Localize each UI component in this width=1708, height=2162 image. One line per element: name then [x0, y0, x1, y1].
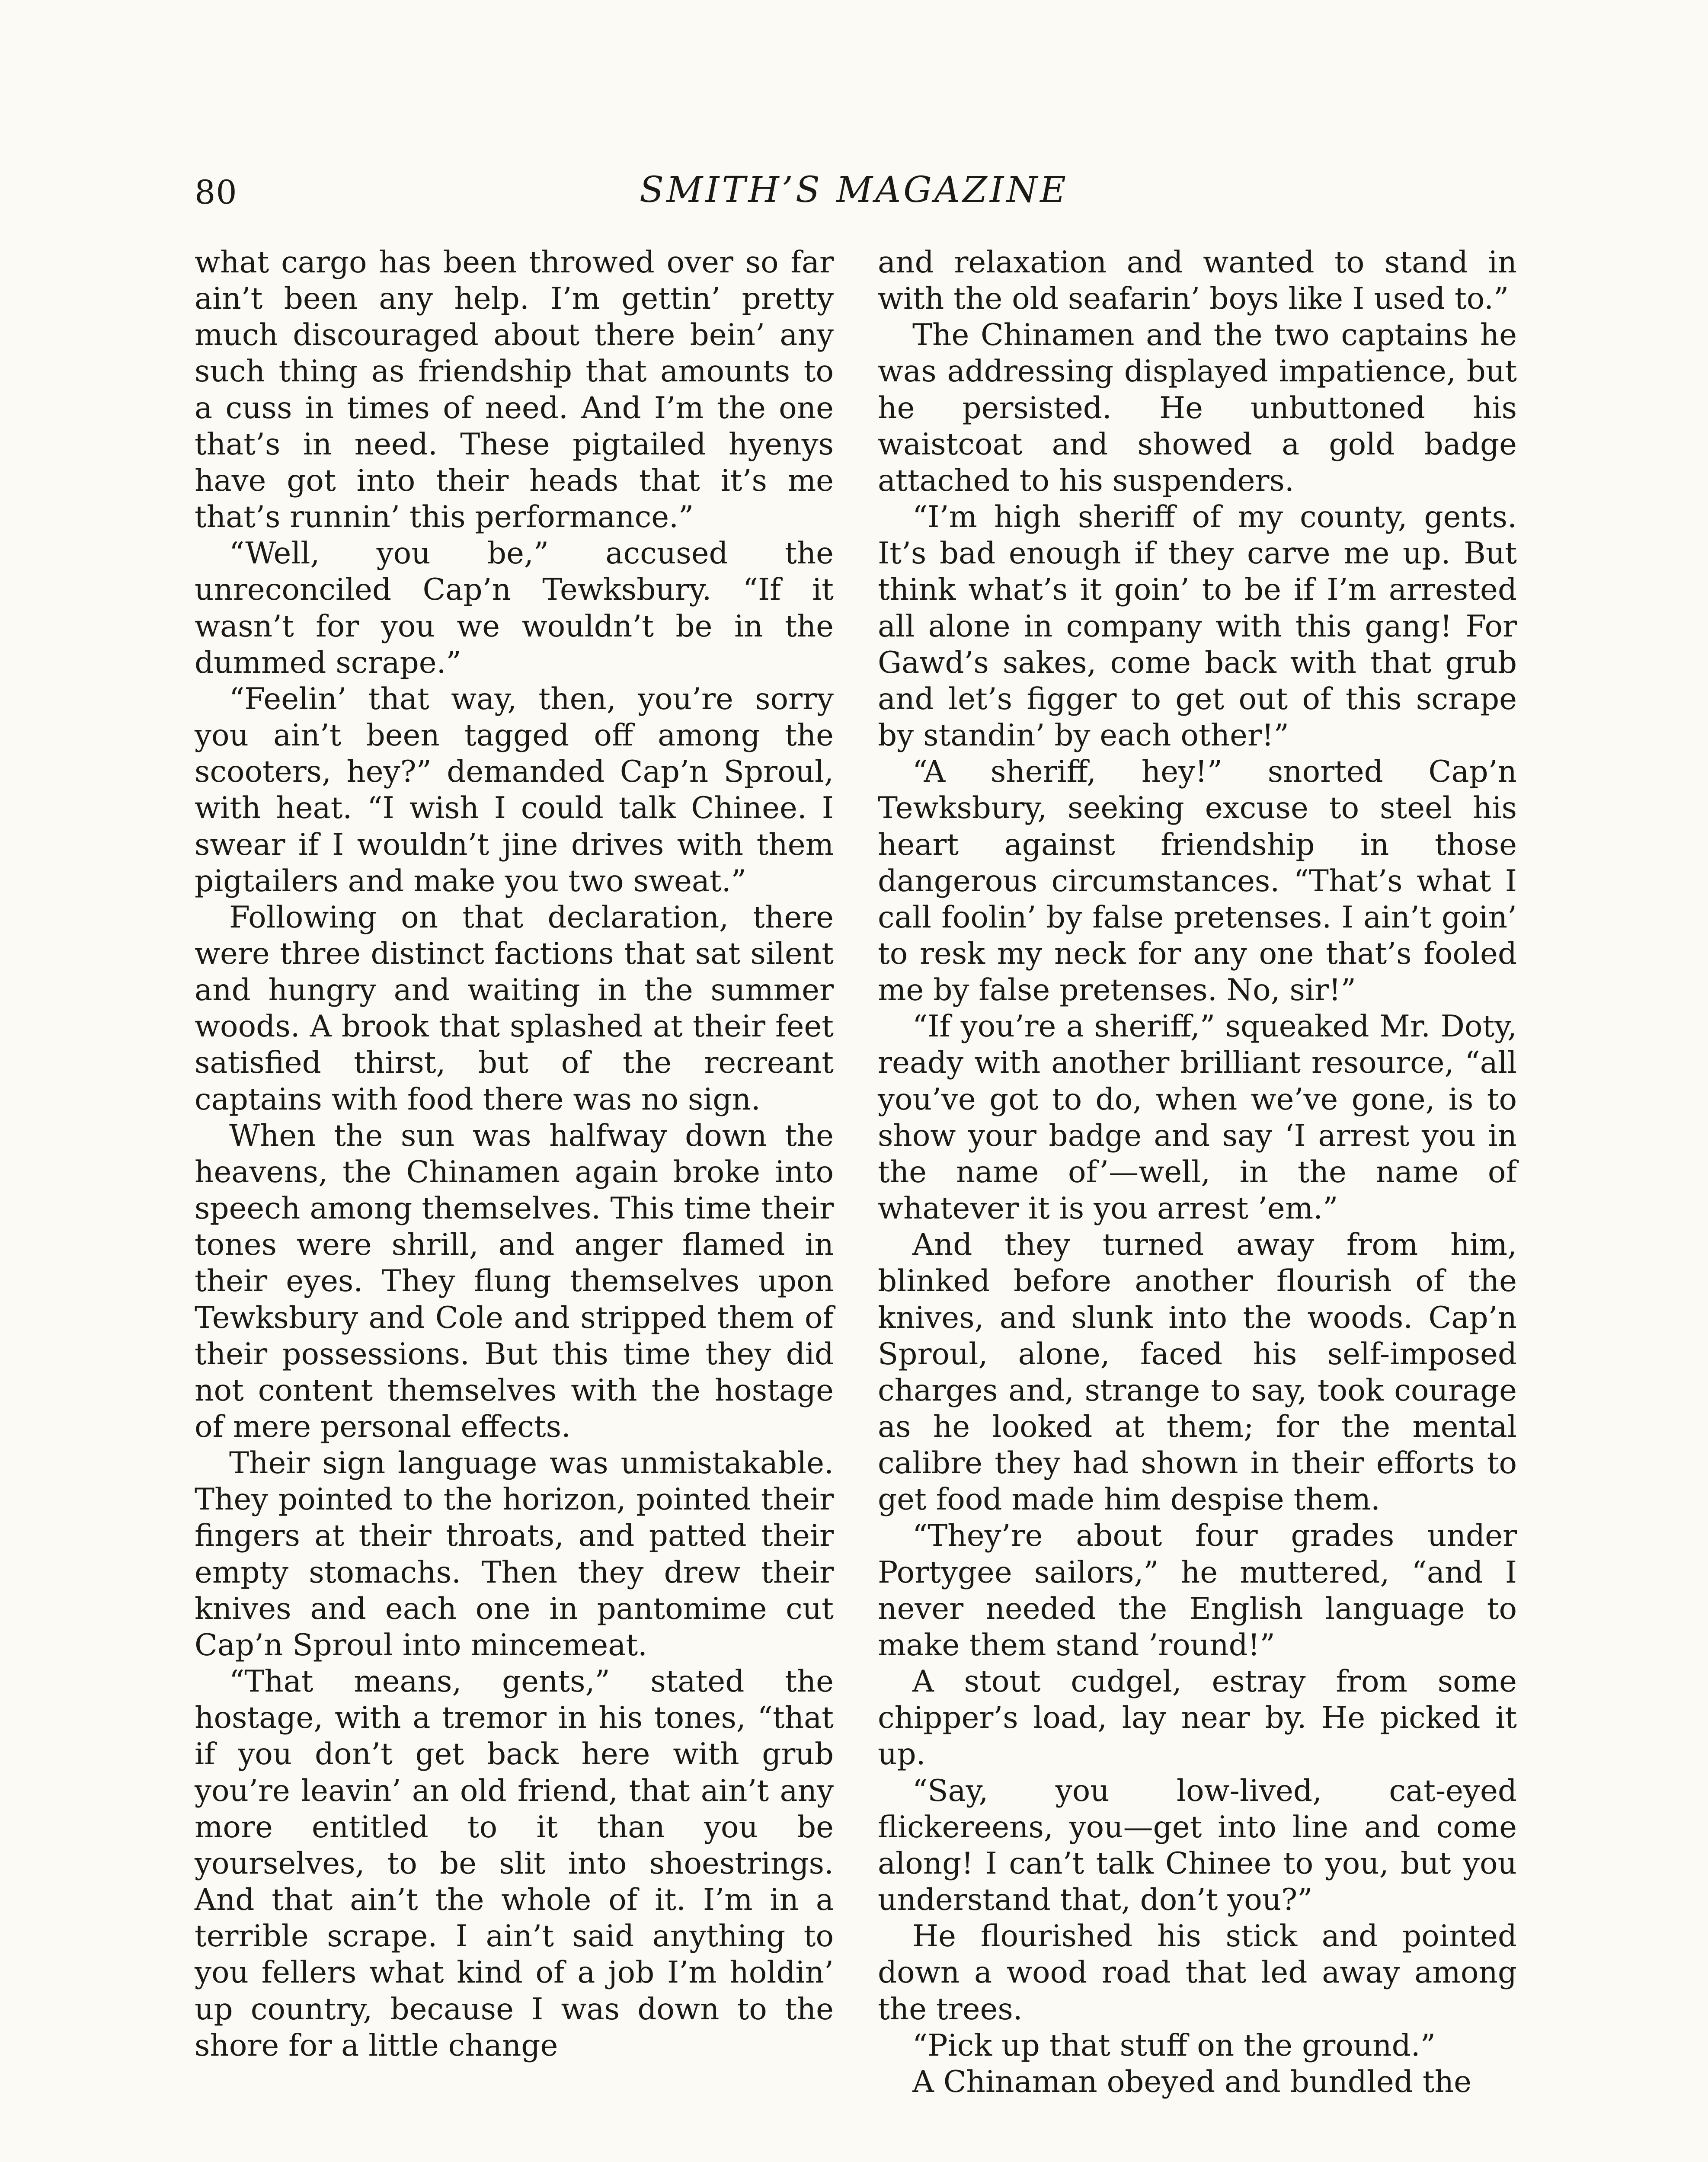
paragraph: He flourished his stick and pointed down a wood road that led away among the trees. [878, 1919, 1517, 2027]
paragraph: A stout cudgel, estray from some chipper’s load, lay near by. He picked it up. [878, 1664, 1517, 1772]
paragraph: The Chinamen and the two captains he was addressing displayed impatience, but he persisted. He unbuttoned his waistcoat and showed a gold badge attached to his suspenders. [878, 318, 1517, 498]
paragraph: “If you’re a sheriff,” squeaked Mr. Doty, ready with another brilliant resource, “all you’ve got to do, when we’ve gone, is to show your badge and say ‘I arrest you in the name of’—well, in the name of whatever it is you arrest ’em.” [878, 1009, 1517, 1226]
paragraph: “I’m high sheriff of my county, gents. It’s bad enough if they carve me up. But think what’s it goin’ to be if I’m arrested all alone in company with this gang! For Gawd’s sakes, come back with that grub and let’s figger to get out of this scrape by standin’ by each other!” [878, 500, 1517, 753]
paragraph: “Well, you be,” accused the unreconciled Cap’n Tewksbury. “If it wasn’t for you we wouldn’t be in the dummed scrape.” [195, 536, 834, 680]
paragraph: Their sign language was unmistakable. They pointed to the horizon, pointed their fingers at their throats, and patted their empty stomachs. Then they drew their knives and each one in pantomime cut Cap’n Sproul into mincemeat. [195, 1446, 834, 1663]
paragraph: “Feelin’ that way, then, you’re sorry you ain’t been tagged off among the scooters, hey?” demanded Cap’n Sproul, with heat. “I wish I could talk Chinee. I swear if I wouldn’t jine drives with them pigtailers and make you two sweat.” [195, 681, 834, 899]
paragraph: “Pick up that stuff on the ground.” [912, 2028, 1436, 2063]
paragraph: “They’re about four grades under Portygee sailors,” he muttered, “and I never needed the English language to make them stand ’round!” [878, 1519, 1517, 1663]
paragraph: And they turned away from him, blinked before another flourish of the knives, and slunk into the woods. Cap’n Sproul, alone, faced his self-imposed charges and, strange to say, took courage as he looked at them; for the mental calibre they had shown in their efforts to get food made him despise them. [878, 1228, 1517, 1517]
paragraph: When the sun was halfway down the heavens, the Chinamen again broke into speech among themselves. This time their tones were shrill, and anger flamed in their eyes. They flung themselves upon Tewksbury and Cole and stripped them of their possessions. But this time they did not content themselves with the hostage of mere personal effects. [195, 1118, 834, 1444]
left-column [195, 244, 834, 2064]
paragraph: Following on that declaration, there were three distinct factions that sat silent and hungry and waiting in the summer woods. A brook that splashed at their feet satisfied thirst, but of the recreant captains with food there was no sign. [195, 900, 834, 1117]
paragraph: “That means, gents,” stated the hostage, with a tremor in his tones, “that if you don’t get back here with grub you’re leavin’ an old friend, that ain’t any more entitled to it than you be yourselves, to be slit into shoestrings. And that ain’t the whole of it. I’m in a terrible scrape. I ain’t said anything to you fellers what kind of a job I’m holdin’ up country, because I was down to the shore for a little change [195, 1664, 834, 2063]
paragraph: what cargo has been throwed over so far ain’t been any help. I’m gettin’ pretty much discouraged about there bein’ any such thing as friendship that amounts to a cuss in times of need. And I’m the one that’s in need. These pigtailed hyenys have got into their heads that it’s me that’s runnin’ this performance.” [195, 245, 834, 535]
paragraph: and relaxation and wanted to stand in with the old seafarin’ boys like I used to.” [878, 245, 1517, 317]
paragraph: “Say, you low-lived, cat-eyed flickereens, you—get into line and come along! I can’t talk Chinee to you, but you understand that, don’t you?” [878, 1773, 1517, 1918]
paragraph: “A sheriff, hey!” snorted Cap’n Tewksbury, seeking excuse to steel his heart against friendship in those dangerous circumstances. “That’s what I call foolin’ by false pretenses. I ain’t goin’ to resk my neck for any one that’s fooled me by false pretenses. No, sir!” [878, 755, 1517, 1008]
paragraph: A Chinaman obeyed and bundled the [912, 2064, 1471, 2099]
right-column [878, 244, 1517, 2100]
page-number: 80 [195, 173, 237, 211]
running-head: SMITH’S MAGAZINE [640, 170, 1068, 211]
